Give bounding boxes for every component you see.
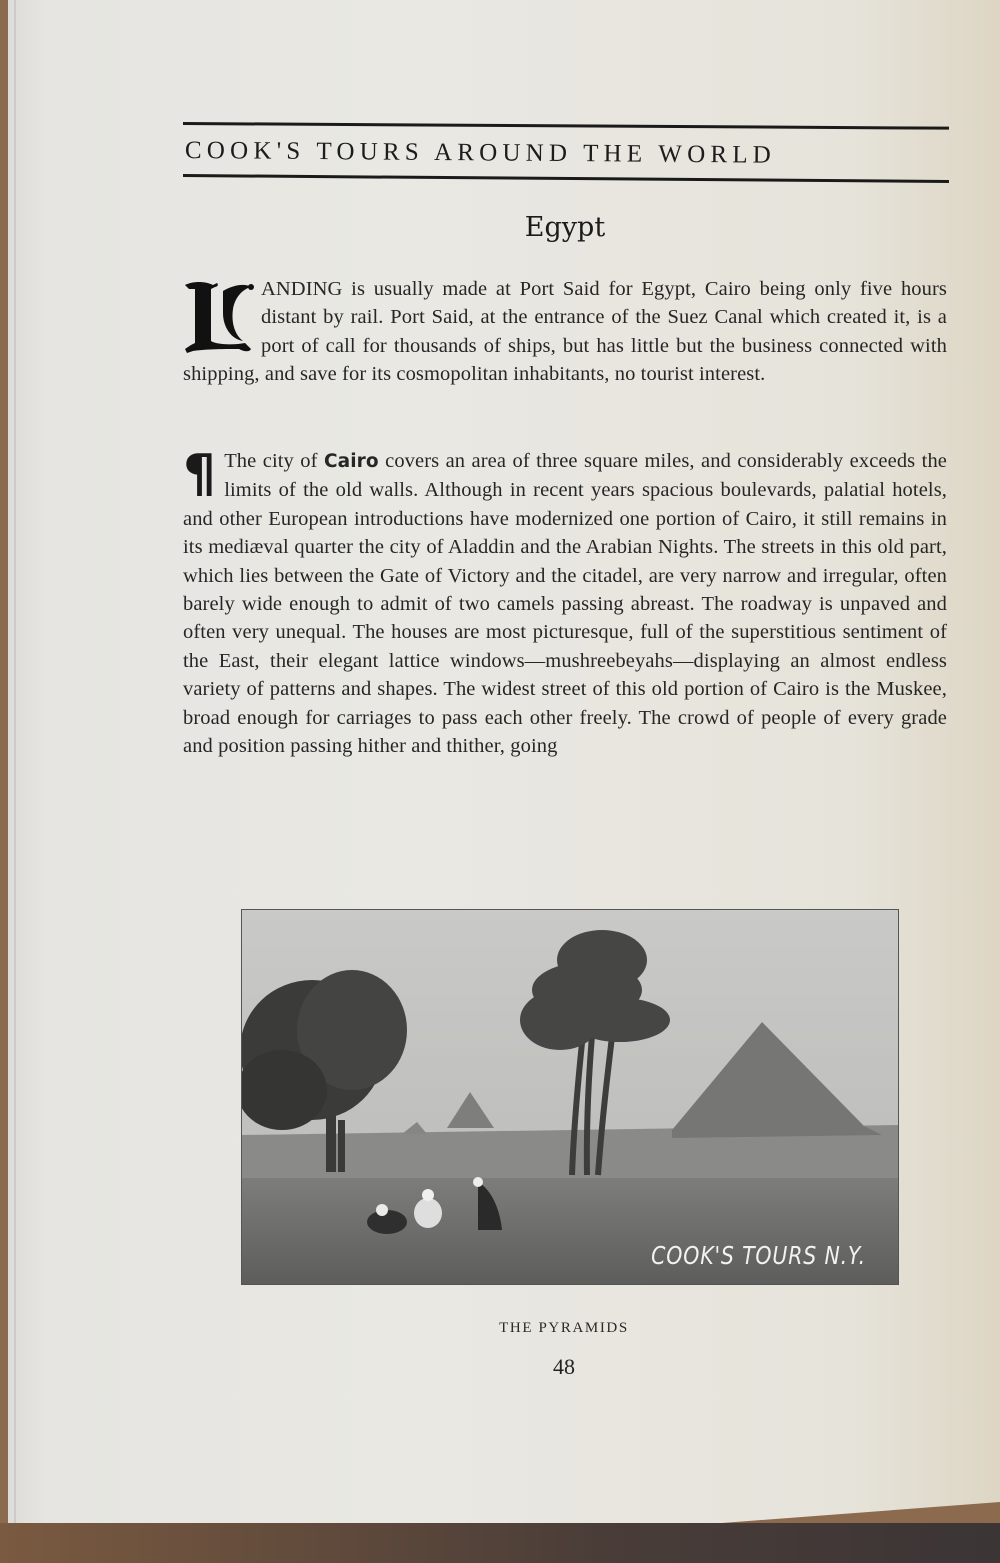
section-title: Egypt — [524, 212, 606, 243]
figure-caption: THE PYRAMIDS — [499, 1320, 629, 1336]
page-number: 48 — [553, 1354, 575, 1379]
paragraph-cairo-text-start: The city of — [224, 450, 324, 472]
background-surface — [0, 1523, 1000, 1563]
paragraph-cairo — [183, 444, 947, 760]
running-head-title: COOK'S TOURS AROUND THE WORLD — [184, 137, 777, 169]
paragraph-landing — [183, 275, 947, 389]
pilcrow-icon: ¶ — [183, 444, 217, 504]
pyramids-photograph — [242, 910, 898, 1284]
paragraph-landing-text: ANDING is usually made at Port Said for Egypt, Cairo being only five hours distant by rail. Port Said, at the entrance of the Suez Canal which created it, is a port of call for thousands of ships, but has little but the business connected with shipping, and save for its cosmopolitan inhabitants, no tourist interest. — [183, 278, 947, 386]
paragraph-cairo-bold: Cairo — [323, 451, 379, 472]
photo-illustration — [242, 910, 898, 1284]
photo-credit: COOK'S TOURS N.Y. — [651, 1241, 866, 1270]
ornamental-initial-l-icon — [183, 279, 255, 355]
running-head — [183, 122, 949, 177]
paragraph-cairo-text-rest: covers an area of three square miles, and considerably exceeds the limits of the old walls. Although in recent years spacious boulevards, palatial hotels, and other European introductions have modernized one portion of Cairo, it still remains in its mediæval quarter the city of Aladdin and the Arabian Nights. The streets in this old part, which lies between the Gate of Victory and the citadel, are very narrow and irregular, often barely wide enough to admit of two camels passing abreast. The roadway is unpaved and often very unequal. The houses are most picturesque, full of the superstitious sentiment of the East, their elegant lattice windows—mushreebeyahs—displaying an almost endless variety of patterns and shapes. The widest street of this old portion of Cairo is the Muskee, broad enough for carriages to pass each other freely. The crowd of people of every grade and position passing hither and thither, going — [183, 450, 947, 758]
